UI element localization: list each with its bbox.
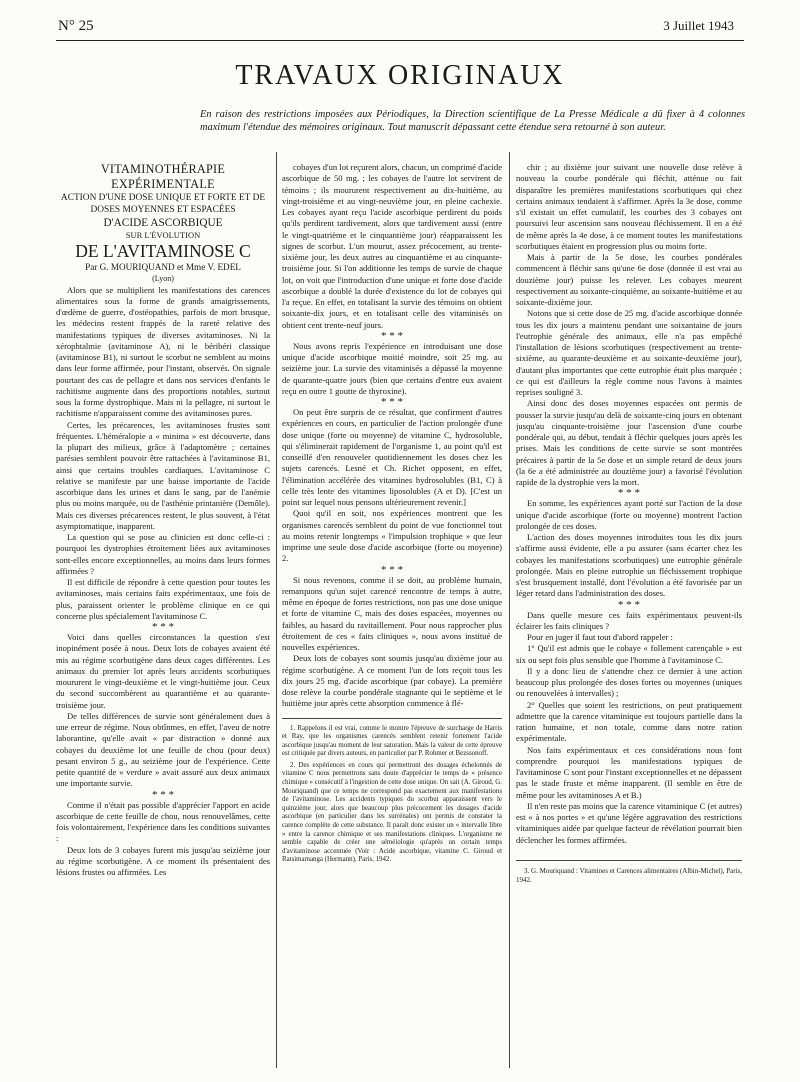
footnote: 3. G. Mouriquand : Vitamines et Carences alimentaires (Albin-Michel), Paris, 1942. — [516, 866, 742, 884]
article-title-main: DE L'AVITAMINOSE C — [75, 241, 251, 261]
column-rule — [509, 152, 510, 1068]
paragraph: 2° Quelles que soient les restrictions, on peut pratiquement admettre que la carence vitaminique est toujours partielle dans la ration humaine, et non totale, comme dans notre ration expérimentale. — [516, 699, 742, 744]
article-authors: Par G. MOURIQUAND et Mme V. EDEL — [85, 262, 241, 272]
paragraph: Certes, les précarences, les avitaminoses frustes sont fréquentes. L'héméralopie a « minima » est découverte, dans la plupart des milieux, grâce à l'adaptomètre ; certaines parésies semblent pouvoir être rattachées à l'avitaminose B1, ainsi que certains troubles cardiaques. L'avitaminose C relative se manifeste par une baisse importante de l'acide ascorbique dans les urines et dans le sang, par de l'anémie plus ou moins marquée, ou de l'asthénie printanière (Demôle). Mais ces diverses précarences restent, le plus souvent, à l'état asymptomatique, inapparent. — [56, 419, 270, 531]
section-separator: * * * — [381, 396, 403, 408]
paragraph: chir ; au dixième jour suivant une nouvelle dose relève à nouveau la courbe pondérale qui fléchit, atténue ou fait disparaître les premières manifestations scorbutiques qui chez certains animaux tendaient à s'affirmer. Après la 3e dose, comme s'il existait un effet cumulatif, les courbes des 3 cobayes ont poursuivi leur ascension sans nouveau fléchissement. Il en a été de même après la 4e dose, à ce moment toutes les manifestations scorbutiques étaient en progression plus ou moins forte. — [516, 162, 742, 251]
column-2 — [282, 162, 502, 1068]
paragraph: Ainsi donc des doses moyennes espacées ont permis de pousser la survie jusqu'au delà de soixante-cinq jours en obtenant jusqu'au cinquante-troisième jour l'ascension d'une courbe pondérale qui, au début, tendait à fléchir quelques jours après les prises. Mais les conditions de cette survie se sont montrées précaires à partir de la 5e dose et un simple retard de deux jours (la 6e a été administrée au douzième jour) a favorisé l'évolution rapide de la dystrophie vers la mort. — [516, 398, 742, 487]
issue-number: N° 25 — [58, 18, 94, 34]
header-rule — [56, 40, 744, 41]
paragraph: Nous avons repris l'expérience en introduisant une dose unique d'acide ascorbique moitié moindre, soit 25 mg. au seizième jour. La survie des vitaminisés a dépassé la moyenne de quarante-quatre jours (bien que certains d'entre eux avaient reçu en outre 1 goutte de thyroxine). — [282, 340, 502, 396]
paragraph: Quoi qu'il en soit, nos expériences montrent que les organismes carencés semblent du point de vue fonctionnel tout au moins retenir longtemps « l'impulsion trophique » que leur imprime une seule dose d'acide ascorbique (forte ou moyenne) 2. — [282, 508, 502, 564]
column-rule — [276, 152, 277, 1068]
paragraph: En somme, les expériences ayant porté sur l'action de la dose unique d'acide ascorbique (forte ou moyenne) montrent l'action prolongée de ces doses. — [516, 498, 742, 531]
footnote: 1. Rappelons il est vrai, comme le montre l'épreuve de surcharge de Harris et Ray, que les organismes carencés semblent retenir fortement l'acide ascorbique jusqu'au moment de leur saturation. Mais la valeur de cette épreuve est critiquée par divers auteurs, en particulier par P. Rohmer et Bezssonoff. — [282, 724, 502, 758]
paragraph: On peut être surpris de ce résultat, que confirment d'autres expériences en cours, en particulier de l'action prolongée d'une dose unique (forte ou moyenne) de vitamine C, hydrosoluble, qui s'éliminerait rapidement de l'organisme 1, au point qu'il est conseillé d'en renouveler quotidiennement les doses chez les sujets carencés. Lesné et Ch. Richet opposent, en effet, l'élimination accélérée des vitamines hydrosolubles (B1, C) à celle très lente des vitamines liposolubles (A et D). [C'est un point sur lequel nous pensons ultérieurement revenir.] — [282, 407, 502, 507]
article-title-line: ACTION D'UNE DOSE UNIQUE ET FORTE ET DE DOSES MOYENNES ET ESPACÉES — [60, 193, 266, 215]
paragraph: 1° Qu'il est admis que le cobaye « follement carençable » est six ou sept fois plus sensible que l'homme à l'avitaminose C. — [516, 643, 742, 665]
paragraph: Il est difficile de répondre à cette question pour toutes les avitaminoses, mais certains faits expérimentaux, une fois de plus, paraissent orienter le problème clinique en ce qui concerne plus spécialement l'avitaminose C. — [56, 577, 270, 621]
section-title: TRAVAUX ORIGINAUX — [235, 60, 565, 91]
section-separator: * * * — [381, 329, 403, 342]
paragraph: Pour en juger il faut tout d'abord rappeler : — [527, 632, 673, 642]
section-separator: * * * — [618, 598, 640, 611]
section-separator: * * * — [381, 563, 403, 576]
paragraph: Mais à partir de la 5e dose, les courbes pondérales commencent à fléchir sans qu'une 6e dose (donnée il est vrai au douzième jour) puisse les relever. Les cobayes meurent respectivement au soixante-cinquième, au soixante-huitième et au soixante-dixième jour. — [516, 252, 742, 307]
article-title-line: VITAMINOTHÉRAPIE EXPÉRIMENTALE — [100, 162, 226, 191]
paragraph: Nos faits expérimentaux et ces considérations nous font comprendre pourquoi les manifestations typiques de l'avitaminose C sont pour l'instant exceptionnelles et ne dépassent pas le stade fruste et même inapparent. (Il semble en être de même pour les avitaminoses A et B.) — [516, 744, 742, 800]
paragraph: Voici dans quelles circonstances la question s'est inopinément posée à nous. Deux lots de cobayes avaient été mis au régime scorbutigène dans deux cages différentes. Les animaux du premier lot après leurs accidents scorbutiques moururent le vingt-deuxième et le vingt-huitième jour. Ceux du second succombèrent au quarantième et au quarante-troisième jour. — [56, 632, 270, 710]
column-3 — [516, 162, 742, 1068]
paragraph: De telles différences de survie sont généralement dues à une erreur de régime. Nous obtînmes, en effet, l'aveu de notre laborantine, qu'elle avait « par distraction » donné aux cobayes du deuxième lot une feuille de chou (pour deux) pesant environ 5 g., au seizième jour de l'expérience. Cette petite quantité de « verdure » avait assuré aux deux animaux une importante survie. — [56, 710, 270, 789]
section-separator: * * * — [152, 621, 174, 633]
paragraph: Si nous revenons, comme il se doit, au problème humain, remarquons qu'un sujet carencé rencontre de temps à autre, même en époque de fortes restrictions, non pas une dose unique et forte de vitamine C, mais des doses espacées, moyennes ou faibles, au hasard du ravitaillement. Pour nous rapprocher plus étroitement de ces « faits cliniques », nous avons institué de nouvelles expériences. — [282, 574, 502, 652]
article-title-line: D'ACIDE ASCORBIQUE — [103, 217, 223, 229]
footnotes — [516, 860, 742, 885]
paragraph: Notons que si cette dose de 25 mg. d'acide ascorbique donnée tous les dix jours a maintenu pendant une soixantaine de jours l'eutrophie générale des animaux, elle n'a pas empêché l'installation de lésions scorbutiques (respectivement au trente-sixième, au quarante-deuxième et au soixante-deuxième jour), d'autant plus importantes que cette eutrophie était plus marquée ; ce qui est d'ailleurs la règle comme nous l'avons à maintes reprises souligné 3. — [516, 308, 742, 397]
section-separator: * * * — [152, 788, 174, 801]
paragraph: Comme il n'était pas possible d'apprécier l'apport en acide ascorbique de cette feuille de chou, nous renouvelâmes, cette fois volontairement, l'expérience dans les conditions suivantes : — [56, 799, 270, 844]
paragraph: Il y a donc lieu de s'attendre chez ce dernier à une action beaucoup plus prolongée des doses fortes ou moyennes (uniques ou renouvelées à intervalles) ; — [516, 665, 742, 699]
paragraph: Dans quelle mesure ces faits expérimentaux peuvent-ils éclairer les faits cliniques ? — [516, 609, 742, 631]
paragraph: Deux lots de 3 cobayes furent mis jusqu'au seizième jour au régime scorbutigène. A ce moment ils présentaient des lésions frustes ou affirmées. Les — [56, 844, 270, 877]
article-affiliation: (Lyon) — [152, 274, 174, 284]
footnote: 2. Des expériences en cours qui permettront des dosages échelonnés de vitamine C nous permettrons sans doute d'apprécier le temps de « présence chimique » consécutif à l'ingestion de cette dose unique. On sait (A. Giroud, G. Mouriquand) que ce temps ne correspond pas exactement aux manifestations de l'avitaminose. Les accidents typiques du scorbut apparaissent vers le quinzième jour, alors que beaucoup plus précocement les dosages d'acide ascorbique (en particulier dans les surrénales) ont permis de constater la carence complète de cette substance. Il paraît donc exister un « intervalle libre » entre la carence chimique et ses manifestations cliniques. L'organisme ne semble capable de créer une séméiologie qu'après un certain temps d'avitaminose accentuée (Voir : Acide ascorbique, vitamine C. Giroud et Ratsimamanga (Hermann), Paris, 1942. — [282, 761, 502, 864]
section-separator: * * * — [618, 487, 640, 500]
paragraph: Deux lots de cobayes sont soumis jusqu'au dixième jour au régime scorbutigène. A ce moment l'un de lots reçoit tous les dix jours 25 mg. d'acide ascorbique (par cobaye). La première dose relève la courbe pondérale stagnante qui le septième et le huitième jour après cette absorption commence à flé- — [282, 653, 502, 709]
article-title-line: SUR L'ÉVOLUTION — [125, 230, 201, 240]
paragraph: Alors que se multiplient les manifestations des carences alimentaires sous la forme de grands amaigrissements, d'œdème de guerre, d'ostéopathies, parfois de mort brusque, les médecins restent frappés de la rareté relative des manifestations typiques de diverses avitaminoses. Ni la xérophtalmie (avitaminose A), ni le béribéri classique (avitaminose B1), ni surtout le scorbut ne semblent au moins dans leur forme affirmée, pour l'instant, observés. On signale pourtant des cas de pellagre et dans nos services d'enfants le rachitisme augmente dans des proportions notables, surtout sous la forme dystrophique. Mais ni la pellagre, ni surtout le rachitisme n'apparaissent comme des avitaminoses pures. — [56, 284, 270, 419]
paragraph: Il n'en reste pas moins que la carence vitaminique C (et autres) est « à nos portes » et qu'une légère aggravation des restrictions vitaminiques aidée par quelque facteur de révélation pourrait bien déclencher les formes affirmées. — [516, 800, 742, 845]
column-1 — [56, 162, 270, 1068]
paragraph: La question qui se pose au clinicien est donc celle-ci : pourquoi les dystrophies étroitement liées aux avitaminoses sont-elles encore exceptionnelles, au moins dans leurs formes affirmées ? — [56, 532, 270, 576]
issue-date: 3 Juillet 1943 — [663, 18, 734, 33]
footnotes — [282, 718, 502, 866]
paragraph: cobayes d'un lot reçurent alors, chacun, un comprimé d'acide ascorbique de 50 mg. ; les cobayes de l'autre lot servirent de témoins ; ils moururent respectivement au dix-huitième, au vingt-troisième et au vingt-neuvième jour, en pleine cachexie. Les cobayes ayant reçu l'acide ascorbique perdirent du poids qu'ils perdirent tardivement, alors que tardivement aussi (entre le vingt-quatrième et le cinquantième jour) réapparaissent les signes de scorbut. L'un mourut, assez précocement, au trente-sixième jour, les deux autres au cinquantième et au cinquante-troisième jour. Si l'on additionne les temps de survie de chaque lot, on voit que l'introduction d'une unique et forte dose d'acide ascorbique a doublé la durée d'existence du lot de cobayes qui l'a reçue. En effet, en totalisant la survie des témoins on obtient soixante-dix jours, et en totalisant celle des vitaminisés on obtient cent trente-neuf jours. — [282, 162, 502, 330]
paragraph: L'action des doses moyennes introduites tous les dix jours s'affirme aussi évidente, elle a pu assurer (sans écarter chez les cobayes les manifestations scorbutiques) une eutrophie générale prolongée. Mais en pleine eutrophie un fléchissement trophique s'est brusquement installé, dont l'évolution a été favorisée par un léger retard dans l'administration des doses. — [516, 532, 742, 599]
editorial-notice: En raison des restrictions imposées aux Périodiques, la Direction scientifique de La Presse Médicale a dû fixer à 4 colonnes maximum l'étendue des mémoires originaux. Tout manuscrit dépassant cette étendue sera retourné à son auteur. — [200, 109, 745, 133]
